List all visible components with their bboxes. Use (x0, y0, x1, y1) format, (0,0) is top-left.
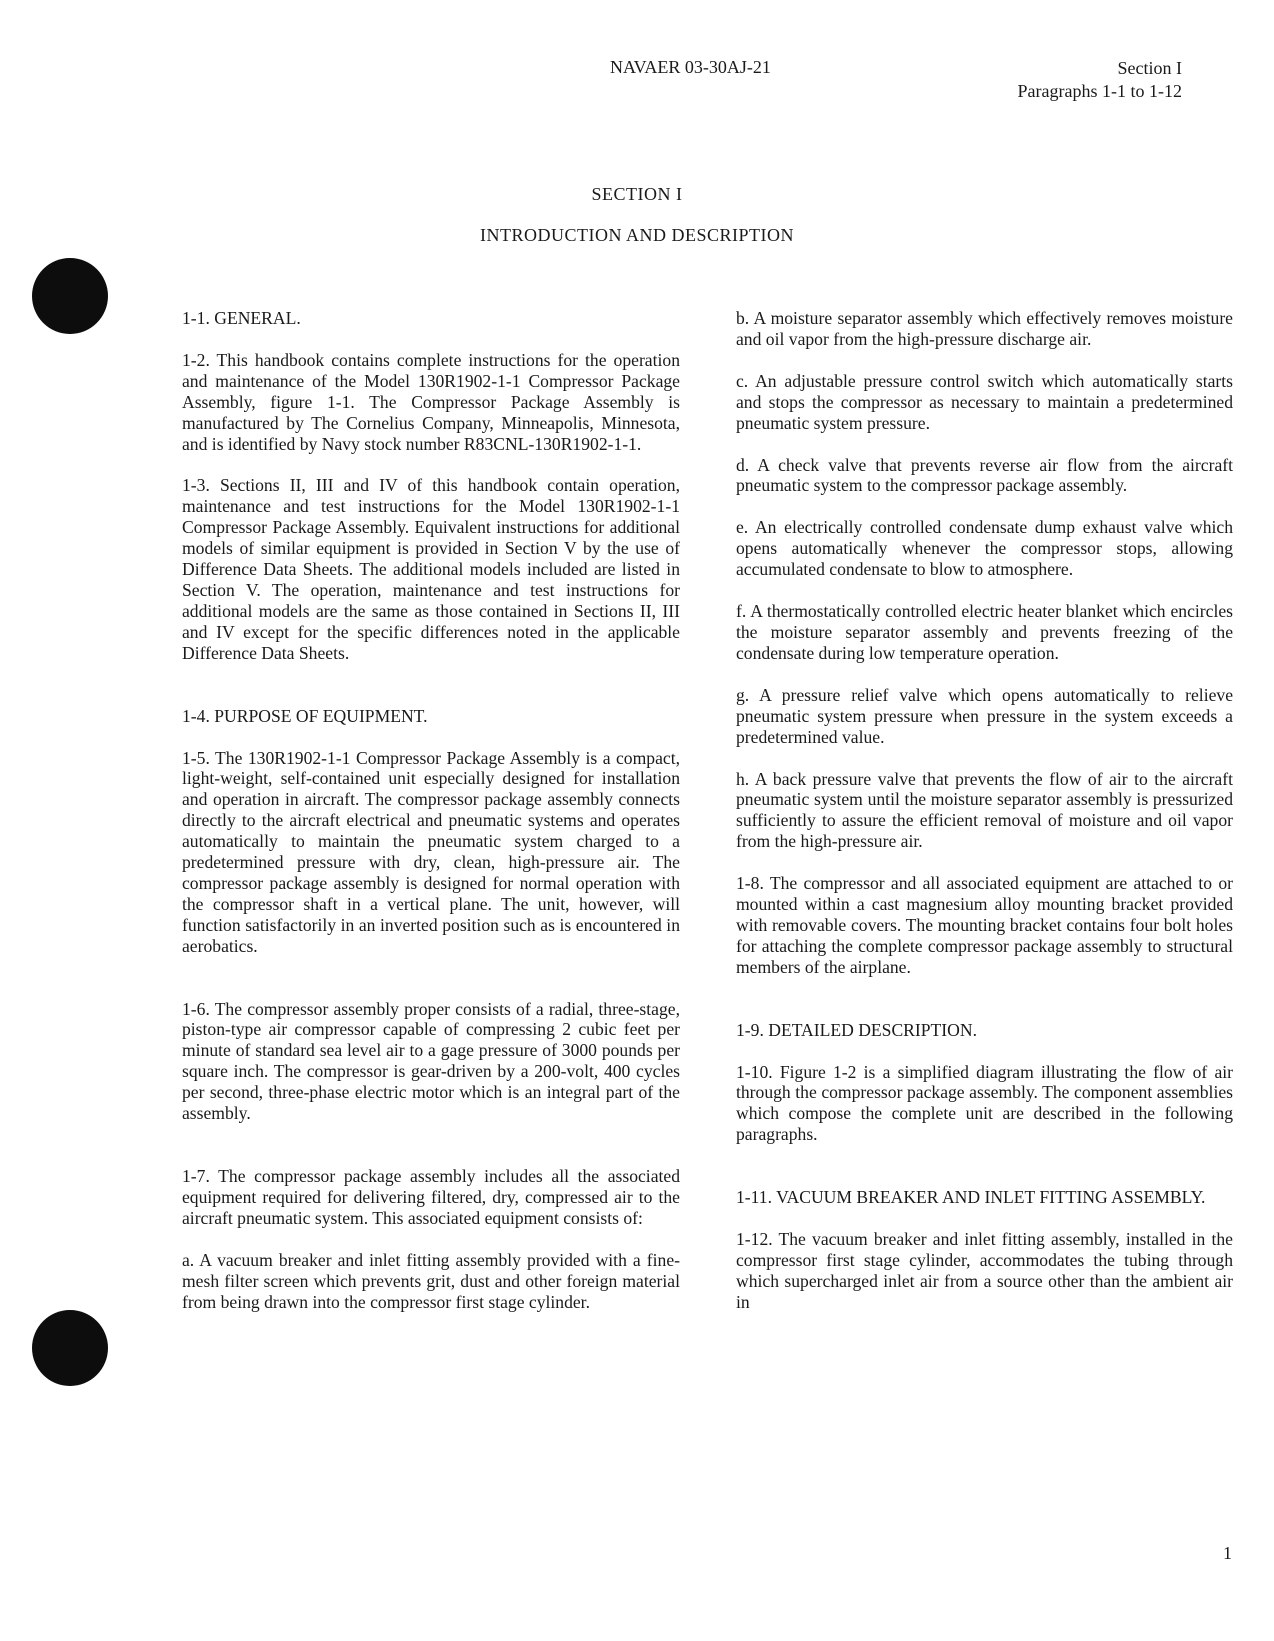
paragraph-1-7: 1-7. The compressor package assembly includes all the associated equipment required for delivering filtered, dry, compressed air to the aircraft pneumatic system. This associated equipment consists of: (182, 1166, 680, 1228)
list-item-a: a. A vacuum breaker and inlet fitting assembly provided with a fine-mesh filter screen which prevents grit, dust and other foreign material from being drawn into the compressor first stage cylinder. (182, 1249, 680, 1312)
section-reference (1018, 57, 1182, 103)
paragraph-1-3: 1-3. Sections II, III and IV of this handbook contain operation, maintenance and test instructions for the Model 130R1902-1-1 Compressor Package Assembly. Equivalent instructions for additional models of similar equipment is provided in Section V by the use of Difference Data Sheets. The additional models included are listed in Section V. The operation, maintenance and test instructions for additional models are the same as those contained in Sections II, III and IV except for the specific differences noted in the applicable Difference Data Sheets. (182, 475, 680, 663)
paragraph-1-2: 1-2. This handbook contains complete instructions for the operation and maintenance of the Model 130R1902-1-1 Compressor Package Assembly, figure 1-1. The Compressor Package Assembly is manufactured by The Cornelius Company, Minneapolis, Minnesota, and is identified by Navy stock number R83CNL-130R1902-1-1. (182, 349, 680, 454)
list-item-g: g. A pressure relief valve which opens automatically to relieve pneumatic system pressure when pressure in the system exceeds a predetermined value. (736, 684, 1233, 747)
paragraph-1-8: 1-8. The compressor and all associated equipment are attached to or mounted within a cast magnesium alloy mounting bracket provided with removable covers. The mounting bracket contains four bolt holes for attaching the complete compressor package assembly to structural members of the airplane. (736, 873, 1233, 977)
heading-general: 1-1. GENERAL. (182, 308, 301, 328)
paragraph-1-10: 1-10. Figure 1-2 is a simplified diagram illustrating the flow of air through the compressor package assembly. The component assemblies which compose the complete unit are described in the following paragraphs. (736, 1061, 1233, 1145)
list-item-d: d. A check valve that prevents reverse air flow from the aircraft pneumatic system to the compressor package assembly. (736, 454, 1233, 496)
list-item-e: e. An electrically controlled condensate dump exhaust valve which opens automatically whenever the compressor stops, allowing accumulated condensate to blow to atmosphere. (736, 517, 1233, 580)
binder-hole-bottom (32, 1310, 108, 1386)
heading-detailed-description: 1-9. DETAILED DESCRIPTION. (736, 1019, 977, 1040)
paragraph-1-5: 1-5. The 130R1902-1-1 Compressor Package Assembly is a compact, light-weight, self-contained unit especially designed for installation and operation in aircraft. The compressor package assembly connects directly to the aircraft electrical and pneumatic systems and operates automatically to maintain the pneumatic system charged to a predetermined pressure with dry, clean, high-pressure air. The compressor package assembly is designed for normal operation with the compressor shaft in a vertical plane. The unit, however, will function satisfactorily in an inverted position such as is encountered in aerobatics. (182, 747, 680, 956)
paragraph-1-12: 1-12. The vacuum breaker and inlet fitting assembly, installed in the compressor first stage cylinder, accommodates the tubing through which supercharged inlet air from a source other than the ambient air in (736, 1229, 1233, 1312)
document-number: NAVAER 03-30AJ-21 (610, 57, 771, 77)
left-column (182, 308, 680, 1312)
section-subtitle: INTRODUCTION AND DESCRIPTION (480, 225, 794, 245)
heading-vacuum-breaker: 1-11. VACUUM BREAKER AND INLET FITTING ASSEMBLY. (736, 1187, 1206, 1208)
list-item-c: c. An adjustable pressure control switch which automatically starts and stops the compressor as necessary to maintain a predetermined pneumatic system pressure. (736, 370, 1233, 433)
page-number: 1 (1223, 1543, 1232, 1563)
paragraph-1-6: 1-6. The compressor assembly proper consists of a radial, three-stage, piston-type air compressor capable of compressing 2 cubic feet per minute of standard sea level air to a gage pressure of 3000 pounds per square inch. The compressor is gear-driven by a 200-volt, 400 cycles per second, three-phase electric motor which is an integral part of the assembly. (182, 998, 680, 1124)
list-item-f: f. A thermostatically controlled electric heater blanket which encircles the moisture separator assembly and prevents freezing of the condensate during low temperature operation. (736, 601, 1233, 663)
binder-hole-top (32, 258, 108, 334)
heading-purpose: 1-4. PURPOSE OF EQUIPMENT. (182, 705, 428, 726)
section-label: Section I (1117, 58, 1182, 78)
right-column (736, 308, 1233, 1313)
list-item-h: h. A back pressure valve that prevents the flow of air to the aircraft pneumatic system until the moisture separator assembly is pressurized sufficiently to assure the efficient removal of moisture and oil vapor from the high-pressure air. (736, 768, 1233, 852)
list-item-b: b. A moisture separator assembly which effectively removes moisture and oil vapor from the high-pressure discharge air. (736, 308, 1233, 349)
section-title: SECTION I (591, 184, 683, 204)
paragraph-range: Paragraphs 1-1 to 1-12 (1017, 81, 1182, 101)
